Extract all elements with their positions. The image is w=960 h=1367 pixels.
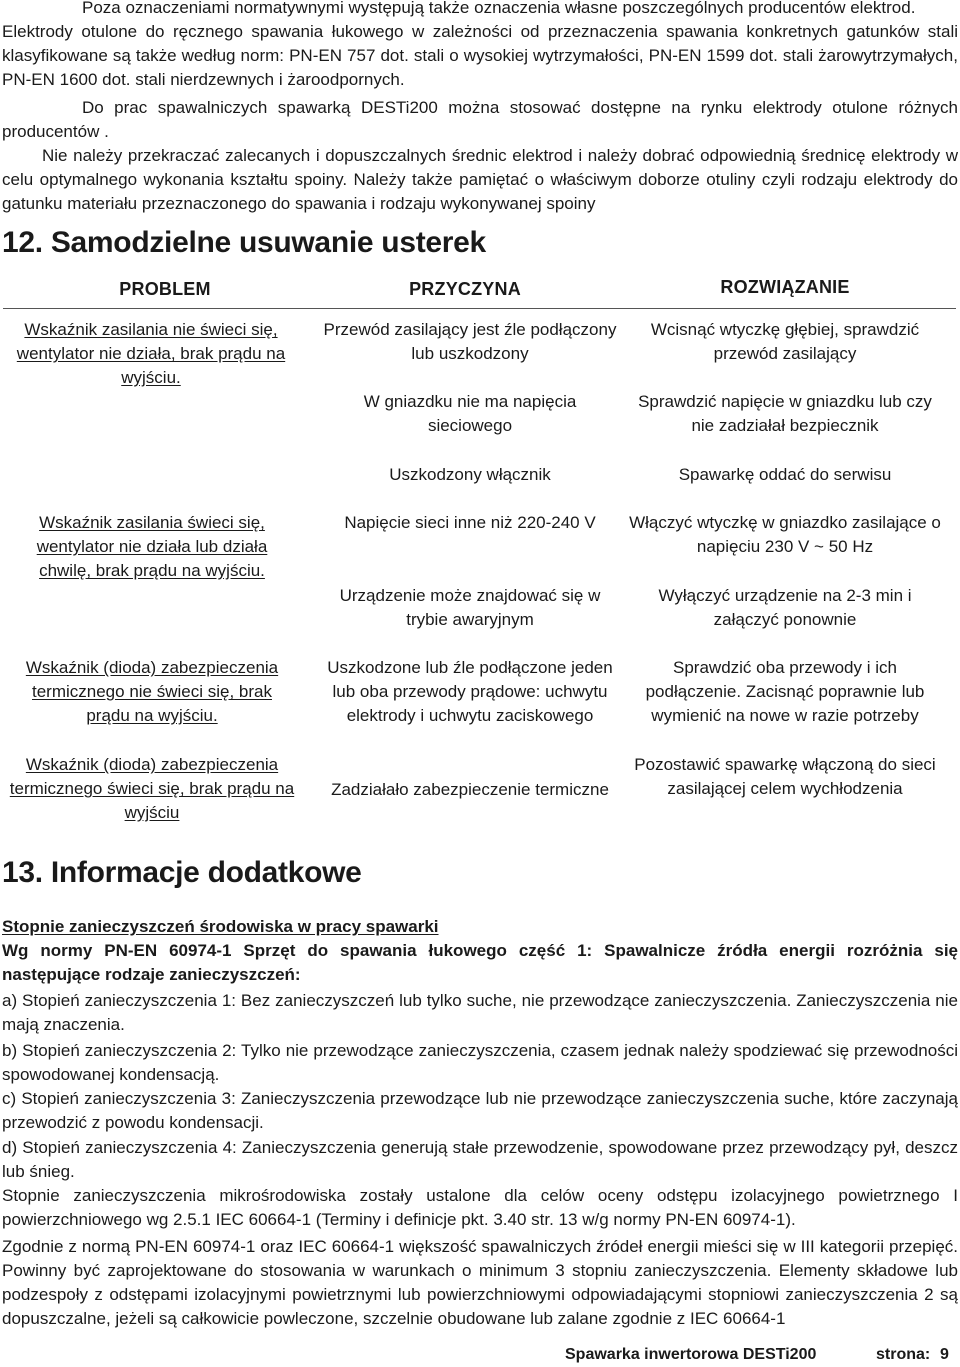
intro-paragraph-3: Nie należy przekraczać zalecanych i dopuszczalnych średnic elektrod i należy dobrać odpowiednią średnicę elektrody w celu optymalnego wykonania kształtu spoiny. Należy także pamiętać o właściwym doborze otuliny czyli rodzaju elektrody do gatunku materiału przeznaczonego do spawania i rodzaju wykonywanej spoiny <box>2 146 958 213</box>
footer-page-label: strona: <box>876 1346 931 1363</box>
solution-2: Sprawdzić napięcie w gniazdku lub czy nie zadziałał bezpiecznik <box>638 392 932 435</box>
solution-7: Pozostawić spawarkę włączoną do sieci zasilającej celem wychłodzenia <box>634 755 936 798</box>
column-header-cause: PRZYCZYNA <box>409 279 521 299</box>
intro-paragraph-2: Do prac spawalniczych spawarką DESTi200 można stosować dostępne na rynku elektrody otulone różnych producentów . <box>2 98 958 141</box>
overvoltage-paragraph: Zgodnie z normą PN-EN 60974-1 oraz IEC 60664-1 większość spawalniczych źródeł energii mieści się w III kategorii przepięć. Powinny być zaprojektowane do stosowania w warunkach o minimum 3 stopniu zanieczyszczenia. Elementy składowe lub podzespoły z odstępami izolacyjnymi powietrznymi lub powierzchniowymi odpowiadającymi stopniowi zanieczyszczenia 2 są dopuszczalne, jeżeli są całkowicie powleczone, szczelnie obudowane lub zalane zgodnie z IEC 60664-1 <box>2 1237 958 1328</box>
cause-2: W gniazdku nie ma napięcia sieciowego <box>363 392 577 435</box>
pollution-degree-b: b) Stopień zanieczyszczenia 2: Tylko nie przewodzące zanieczyszczenia, czasem jednak należy spodziewać się przewodności spowodowanej kondensacją. <box>2 1041 958 1084</box>
cause-6: Uszkodzone lub źle podłączone jeden lub oba przewody prądowe: uchwytu elektrody i uchwytu zaciskowego <box>327 658 613 725</box>
microenvironment-paragraph: Stopnie zanieczyszczenia mikrośrodowiska zostały ustalone dla celów oceny odstępu izolacyjnego powietrznego I powierzchniowego wg 2.5.1 IEC 60664-1 (Terminy i definicje pkt. 3.40 str. 13 w/g normy PN-EN 60974-1). <box>2 1186 958 1229</box>
pollution-degree-d: d) Stopień zanieczyszczenia 4: Zanieczyszczenia generują stałe przewodzenie, spowodowane przez przewodzący pył, deszcz lub śnieg. <box>2 1138 958 1181</box>
solution-4: Włączyć wtyczkę w gniazdko zasilające o napięciu 230 V ~ 50 Hz <box>629 513 941 556</box>
cause-3: Uszkodzony włącznik <box>389 465 551 484</box>
cause-5: Urządzenie może znajdować się w trybie awaryjnym <box>339 586 601 629</box>
section-12-title: 12. Samodzielne usuwanie usterek <box>2 226 486 259</box>
intro-line: Poza oznaczeniami normatywnymi występują także oznaczenia własne poszczególnych producentów elektrod. <box>82 0 916 17</box>
problem-4: Wskaźnik (dioda) zabezpieczenia termicznego świeci się, brak prądu na wyjściu <box>9 755 295 822</box>
solution-5: Wyłączyć urządzenie na 2-3 min i załączyć ponownie <box>658 586 912 629</box>
solution-1: Wcisnąć wtyczkę głębiej, sprawdzić przewód zasilający <box>650 320 920 363</box>
pollution-degree-a: a) Stopień zanieczyszczenia 1: Bez zanieczyszczeń lub tylko suche, nie przewodzące zanieczyszczenia. Zanieczyszczenia nie mają znaczenia. <box>2 991 958 1034</box>
footer-page-number: 9 <box>940 1346 949 1363</box>
column-header-problem: PROBLEM <box>119 279 211 299</box>
problem-1: Wskaźnik zasilania nie świeci się, wentylator nie działa, brak prądu na wyjściu. <box>16 320 286 387</box>
pollution-degree-c: c) Stopień zanieczyszczenia 3: Zanieczyszczenia przewodzące lub nie przewodzące zanieczyszczenia suche, które zaczynają przewodzić z powodu kondensacji. <box>2 1089 958 1132</box>
cause-7: Zadziałało zabezpieczenie termiczne <box>331 780 609 799</box>
section-13-subtitle: Stopnie zanieczyszczeń środowiska w pracy spawarki <box>2 917 439 936</box>
cause-1: Przewód zasilający jest źle podłączony lub uszkodzony <box>323 320 617 363</box>
problem-2: Wskaźnik zasilania świeci się, wentylator nie działa lub działa chwilę, brak prądu na wyjściu. <box>36 513 268 580</box>
cause-4: Napięcie sieci inne niż 220-240 V <box>344 513 596 532</box>
problem-3: Wskaźnik (dioda) zabezpieczenia termicznego nie świeci się, brak prądu na wyjściu. <box>25 658 279 725</box>
solution-3: Spawarkę oddać do serwisu <box>678 465 892 484</box>
footer-product-name: Spawarka inwertorowa DESTi200 <box>565 1346 817 1363</box>
column-header-solution: ROZWIĄZANIE <box>720 277 850 297</box>
intro-paragraph-1: Elektrody otulone do ręcznego spawania łukowego w zależności od przeznaczenia spawania konkretnych gatunków stali klasyfikowane są także według norm: PN-EN 757 dot. stali o wysokiej wytrzymałości, PN-EN 1599 dot. stali żarowytrzymałych, PN-EN 1600 dot. stali nierdzewnych i żaroodpornych. <box>2 22 958 89</box>
solution-6: Sprawdzić oba przewody i ich podłączenie. Zacisnąć poprawnie lub wymienić na nowe w razie potrzeby <box>645 658 925 725</box>
section-13-title: 13. Informacje dodatkowe <box>2 856 362 889</box>
section-13-bold-paragraph: Wg normy PN-EN 60974-1 Sprzęt do spawania łukowego część 1: Spawalnicze źródła energii rozróżnia się następujące rodzaje zanieczyszczeń: <box>2 941 958 984</box>
table-header-rule <box>3 308 956 309</box>
